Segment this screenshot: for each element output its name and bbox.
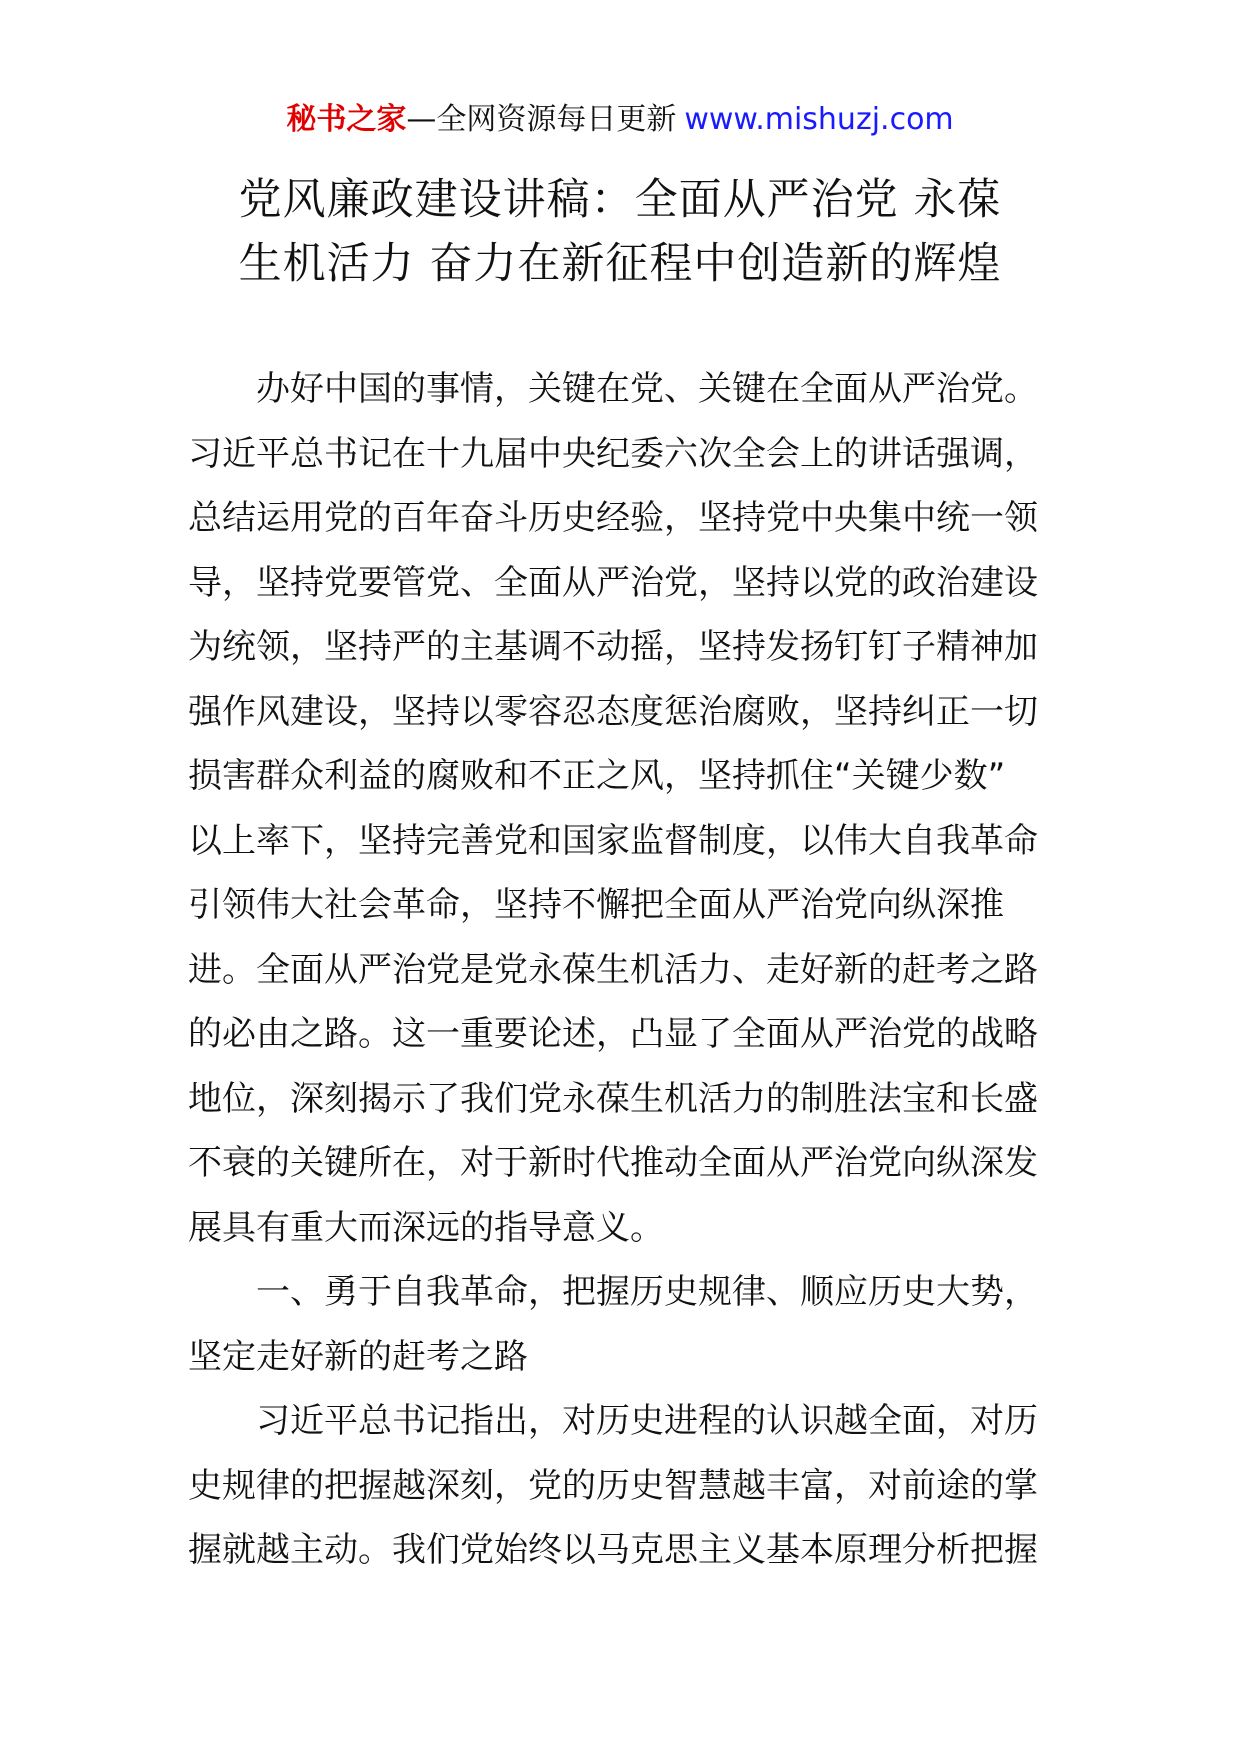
paragraph-1-line: 展具有重大而深远的指导意义。 bbox=[188, 1207, 664, 1248]
paragraph-2-line: 习近平总书记指出，对历史进程的认识越全面，对历 bbox=[256, 1401, 1038, 1441]
document-body bbox=[188, 357, 1048, 1583]
site-url-link[interactable]: www.mishuzj.com bbox=[684, 102, 954, 137]
paragraph-2-line: 握就越主动。我们党始终以马克思主义基本原理分析把握 bbox=[188, 1530, 1038, 1570]
document-title bbox=[150, 168, 1090, 296]
brand-name: 秘书之家 bbox=[286, 102, 407, 137]
site-header bbox=[0, 100, 1240, 140]
paragraph-1-line: 引领伟大社会革命，坚持不懈把全面从严治党向纵深推 bbox=[188, 885, 1004, 925]
section-heading-1-line: 坚定走好新的赶考之路 bbox=[188, 1336, 528, 1377]
paragraph-1-line: 损害群众利益的腐败和不正之风，坚持抓住“关键少数” bbox=[188, 756, 1006, 796]
paragraph-1-line: 办好中国的事情，关键在党、关键在全面从严治党。 bbox=[256, 369, 1038, 409]
paragraph-1-line: 的必由之路。这一重要论述，凸显了全面从严治党的战略 bbox=[188, 1014, 1038, 1054]
header-tagline: —全网资源每日更新 bbox=[406, 102, 677, 137]
paragraph-1-line: 总结运用党的百年奋斗历史经验，坚持党中央集中统一领 bbox=[188, 498, 1038, 538]
paragraph-1-line: 为统领，坚持严的主基调不动摇，坚持发扬钉钉子精神加 bbox=[188, 627, 1038, 667]
title-line-1: 党风廉政建设讲稿：全面从严治党 永葆 bbox=[238, 175, 1002, 225]
paragraph-1-line: 进。全面从严治党是党永葆生机活力、走好新的赶考之路 bbox=[188, 949, 1038, 990]
paragraph-1-line: 以上率下，坚持完善党和国家监督制度，以伟大自我革命 bbox=[188, 820, 1038, 861]
paragraph-2-line: 史规律的把握越深刻，党的历史智慧越丰富，对前途的掌 bbox=[188, 1465, 1038, 1506]
section-heading-1-line: 一、勇于自我革命，把握历史规律、顺应历史大势， bbox=[256, 1272, 1038, 1312]
paragraph-1-line: 强作风建设，坚持以零容忍态度惩治腐败，坚持纠正一切 bbox=[188, 691, 1038, 732]
paragraph-1-line: 导，坚持党要管党、全面从严治党，坚持以党的政治建设 bbox=[188, 562, 1038, 603]
paragraph-1-line: 地位，深刻揭示了我们党永葆生机活力的制胜法宝和长盛 bbox=[188, 1078, 1038, 1119]
paragraph-1-line: 不衰的关键所在，对于新时代推动全面从严治党向纵深发 bbox=[188, 1143, 1038, 1183]
paragraph-1-line: 习近平总书记在十九届中央纪委六次全会上的讲话强调， bbox=[188, 433, 1038, 474]
title-line-2: 生机活力 奋力在新征程中创造新的辉煌 bbox=[238, 239, 1002, 289]
